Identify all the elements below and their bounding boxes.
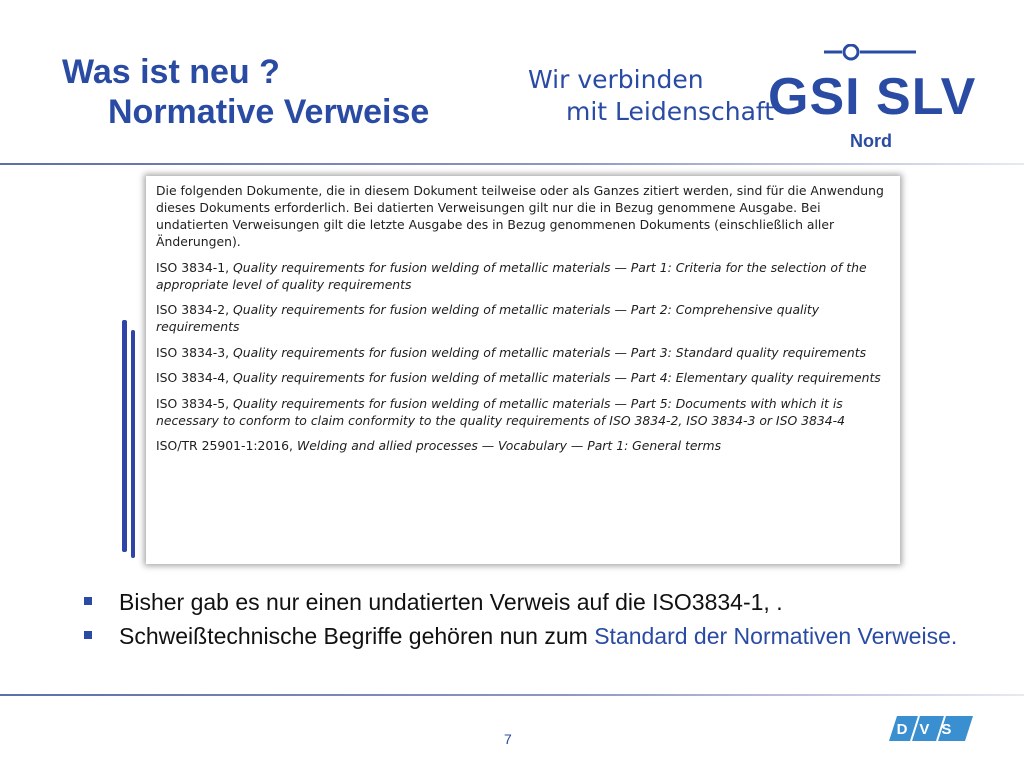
ref-item-1: [156, 259, 886, 293]
logo-name: GSI SLV: [768, 68, 976, 126]
bullet-item-1: [84, 590, 984, 615]
ref-item-4: [156, 369, 886, 386]
ref-code: ISO 3834-4,: [156, 370, 230, 385]
ref-code: ISO 3834-1,: [156, 259, 230, 275]
slogan-line-1: Wir verbinden: [528, 65, 704, 94]
ref-code: ISO 3834-2,: [156, 302, 230, 317]
slogan: [528, 64, 774, 128]
bullet-square-icon: [84, 597, 92, 605]
bullet-text: Bisher gab es nur einen undatierten Verweis auf die ISO3834-1, .: [119, 589, 783, 615]
bullet-item-2: [84, 624, 984, 649]
bottom-divider: [0, 694, 1024, 696]
slide-title: [62, 52, 429, 132]
document-excerpt: [146, 176, 900, 564]
vertical-bar-left: [122, 320, 127, 552]
bullet-highlight-text: Standard der Normativen Verweise.: [594, 623, 958, 649]
ref-item-3: [156, 344, 886, 361]
logo-sub: Nord: [850, 131, 892, 151]
gsi-slv-logo: [766, 44, 976, 156]
ref-title: Quality requirements for fusion welding of metallic materials — Part 4: Elementary quality requirements: [233, 370, 881, 385]
ref-title: Quality requirements for fusion welding of metallic materials — Part 2: Comprehensive quality requirements: [156, 302, 820, 334]
document-intro: Die folgenden Dokumente, die in diesem Dokument teilweise oder als Ganzes zitiert werden, sind für die Anwendung dieses Dokuments erforderlich. Bei datierten Verweisungen gilt nur die in Bezug genommene Ausgabe. Bei undatierten Verweisungen gilt die letzte Ausgabe des in Bezug genommenen Dokuments (einschließlich aller Änderungen).: [156, 183, 884, 249]
dvs-logo-text: DVS: [896, 721, 964, 738]
ref-title: Quality requirements for fusion welding of metallic materials — Part 5: Documents with which it is necessary to conform to claim conformity to the quality requirements of ISO 3834-2, ISO 3834-3 or ISO 3834-4: [156, 395, 846, 428]
ref-item-2: [156, 301, 886, 335]
ref-title: Quality requirements for fusion welding of metallic materials — Part 3: Standard quality requirements: [233, 344, 867, 360]
bullet-square-icon: [84, 631, 92, 639]
top-divider: [0, 163, 1024, 165]
ref-item-6: [156, 437, 886, 454]
ref-code: ISO 3834-5,: [156, 395, 230, 411]
dvs-logo: [889, 716, 973, 741]
ref-code: ISO/TR 25901-1:2016,: [156, 438, 293, 453]
bullet-text: Schweißtechnische Begriffe gehören nun zum: [119, 623, 595, 649]
title-line-2: Normative Verweise: [108, 93, 430, 131]
ref-title: Welding and allied processes — Vocabulary — Part 1: General terms: [296, 438, 722, 453]
bullet-list: [84, 590, 984, 658]
title-line-1: Was ist neu ?: [62, 53, 280, 91]
ref-item-5: [156, 395, 886, 429]
ref-code: ISO 3834-3,: [156, 344, 230, 360]
page-number: 7: [504, 731, 512, 747]
ref-title: Quality requirements for fusion welding of metallic materials — Part 1: Criteria for the selection of the appropriate level of quality requirements: [156, 259, 867, 292]
slogan-line-2: mit Leidenschaft: [566, 97, 775, 126]
vertical-bar-right: [131, 330, 135, 558]
